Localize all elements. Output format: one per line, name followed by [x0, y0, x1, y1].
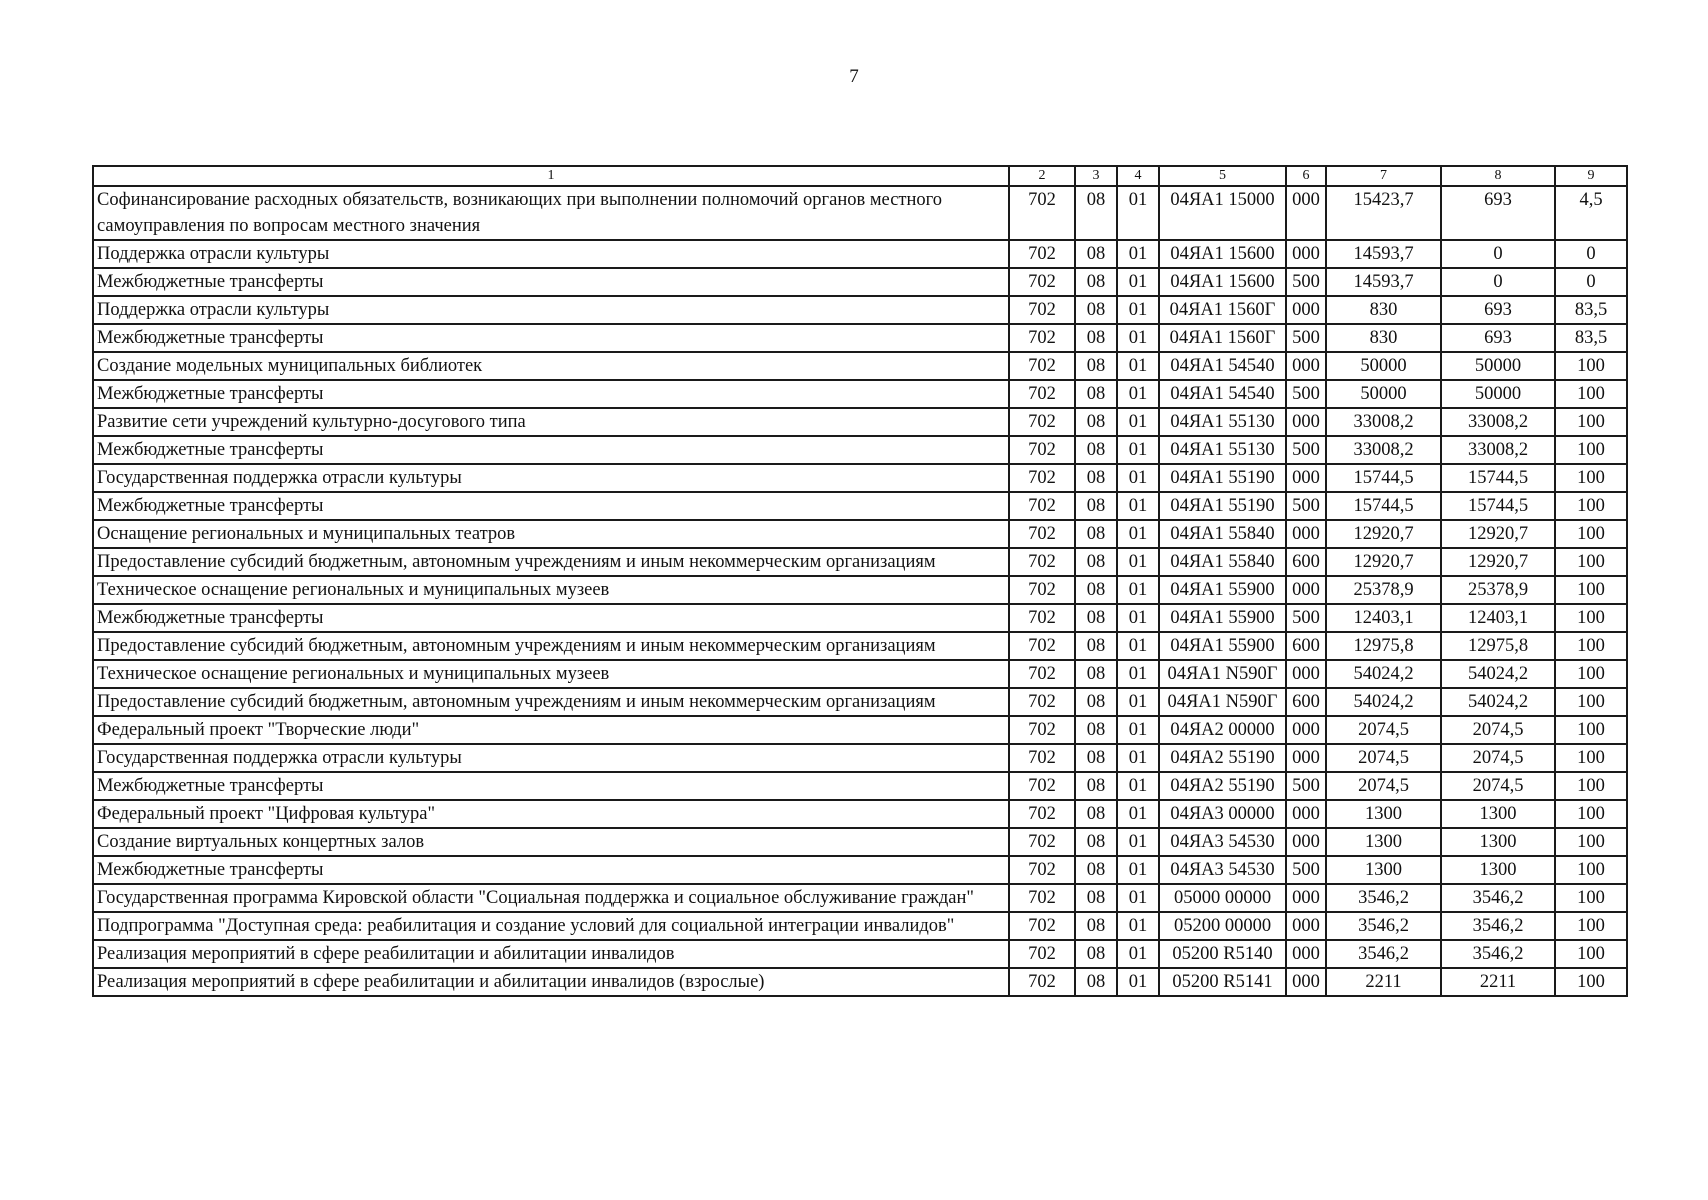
target-article-cell: 04ЯА1 15000	[1159, 186, 1286, 240]
executed-amount-cell: 2074,5	[1441, 772, 1555, 800]
percent-cell: 100	[1555, 436, 1627, 464]
subsection-cell: 01	[1117, 772, 1159, 800]
table-row	[93, 940, 1627, 968]
percent-cell: 100	[1555, 856, 1627, 884]
subsection-cell: 01	[1117, 380, 1159, 408]
target-article-cell: 04ЯА1 55840	[1159, 548, 1286, 576]
row-name-cell: Поддержка отрасли культуры	[93, 240, 1009, 268]
subsection-cell: 01	[1117, 408, 1159, 436]
subsection-cell: 01	[1117, 548, 1159, 576]
table-row	[93, 352, 1627, 380]
row-name-cell: Оснащение региональных и муниципальных театров	[93, 520, 1009, 548]
subsection-cell: 01	[1117, 436, 1159, 464]
planned-amount-cell: 14593,7	[1326, 268, 1441, 296]
executed-amount-cell: 3546,2	[1441, 884, 1555, 912]
section-cell: 08	[1075, 968, 1117, 996]
subsection-cell: 01	[1117, 940, 1159, 968]
executed-amount-cell: 12920,7	[1441, 548, 1555, 576]
expense-type-cell: 000	[1286, 912, 1326, 940]
expense-type-cell: 500	[1286, 380, 1326, 408]
table-row	[93, 240, 1627, 268]
section-cell: 08	[1075, 800, 1117, 828]
planned-amount-cell: 2211	[1326, 968, 1441, 996]
expense-type-cell: 000	[1286, 186, 1326, 240]
target-article-cell: 04ЯА2 00000	[1159, 716, 1286, 744]
executed-amount-cell: 50000	[1441, 352, 1555, 380]
executed-amount-cell: 3546,2	[1441, 940, 1555, 968]
subsection-cell: 01	[1117, 352, 1159, 380]
percent-cell: 100	[1555, 688, 1627, 716]
subsection-cell: 01	[1117, 240, 1159, 268]
code-cell: 702	[1009, 856, 1075, 884]
expense-type-cell: 000	[1286, 408, 1326, 436]
executed-amount-cell: 693	[1441, 186, 1555, 240]
code-cell: 702	[1009, 716, 1075, 744]
table-row	[93, 772, 1627, 800]
executed-amount-cell: 33008,2	[1441, 408, 1555, 436]
table-row	[93, 660, 1627, 688]
planned-amount-cell: 15423,7	[1326, 186, 1441, 240]
planned-amount-cell: 3546,2	[1326, 940, 1441, 968]
code-cell: 702	[1009, 268, 1075, 296]
planned-amount-cell: 50000	[1326, 352, 1441, 380]
section-cell: 08	[1075, 520, 1117, 548]
planned-amount-cell: 14593,7	[1326, 240, 1441, 268]
expense-type-cell: 000	[1286, 716, 1326, 744]
executed-amount-cell: 54024,2	[1441, 688, 1555, 716]
executed-amount-cell: 50000	[1441, 380, 1555, 408]
code-cell: 702	[1009, 352, 1075, 380]
planned-amount-cell: 830	[1326, 296, 1441, 324]
target-article-cell: 05200 00000	[1159, 912, 1286, 940]
percent-cell: 100	[1555, 548, 1627, 576]
subsection-cell: 01	[1117, 186, 1159, 240]
code-cell: 702	[1009, 464, 1075, 492]
table-row	[93, 380, 1627, 408]
code-cell: 702	[1009, 800, 1075, 828]
section-cell: 08	[1075, 688, 1117, 716]
executed-amount-cell: 25378,9	[1441, 576, 1555, 604]
target-article-cell: 04ЯА1 15600	[1159, 240, 1286, 268]
target-article-cell: 04ЯА1 15600	[1159, 268, 1286, 296]
section-cell: 08	[1075, 464, 1117, 492]
code-cell: 702	[1009, 660, 1075, 688]
header-cell: 1	[93, 166, 1009, 186]
expense-type-cell: 000	[1286, 296, 1326, 324]
percent-cell: 100	[1555, 800, 1627, 828]
target-article-cell: 04ЯА1 55130	[1159, 436, 1286, 464]
header-cell: 4	[1117, 166, 1159, 186]
table-row	[93, 436, 1627, 464]
code-cell: 702	[1009, 688, 1075, 716]
target-article-cell: 04ЯА3 54530	[1159, 828, 1286, 856]
section-cell: 08	[1075, 716, 1117, 744]
section-cell: 08	[1075, 268, 1117, 296]
table-row	[93, 492, 1627, 520]
planned-amount-cell: 15744,5	[1326, 492, 1441, 520]
section-cell: 08	[1075, 436, 1117, 464]
expense-type-cell: 000	[1286, 240, 1326, 268]
table-body	[93, 186, 1627, 996]
header-cell: 9	[1555, 166, 1627, 186]
percent-cell: 100	[1555, 940, 1627, 968]
code-cell: 702	[1009, 548, 1075, 576]
table-row	[93, 186, 1627, 240]
section-cell: 08	[1075, 492, 1117, 520]
table-row	[93, 548, 1627, 576]
table-row	[93, 576, 1627, 604]
target-article-cell: 04ЯА1 1560Г	[1159, 296, 1286, 324]
executed-amount-cell: 1300	[1441, 828, 1555, 856]
expense-type-cell: 000	[1286, 520, 1326, 548]
executed-amount-cell: 54024,2	[1441, 660, 1555, 688]
section-cell: 08	[1075, 912, 1117, 940]
planned-amount-cell: 25378,9	[1326, 576, 1441, 604]
code-cell: 702	[1009, 240, 1075, 268]
table-row	[93, 604, 1627, 632]
row-name-cell: Развитие сети учреждений культурно-досугового типа	[93, 408, 1009, 436]
target-article-cell: 04ЯА1 55190	[1159, 464, 1286, 492]
table-row	[93, 296, 1627, 324]
table-row	[93, 744, 1627, 772]
row-name-cell: Межбюджетные трансферты	[93, 772, 1009, 800]
planned-amount-cell: 54024,2	[1326, 660, 1441, 688]
subsection-cell: 01	[1117, 268, 1159, 296]
row-name-cell: Федеральный проект "Творческие люди"	[93, 716, 1009, 744]
header-cell: 3	[1075, 166, 1117, 186]
expense-type-cell: 000	[1286, 884, 1326, 912]
section-cell: 08	[1075, 940, 1117, 968]
header-row	[93, 166, 1627, 186]
section-cell: 08	[1075, 548, 1117, 576]
row-name-cell: Подпрограмма "Доступная среда: реабилитация и создание условий для социальной интеграции инвалидов"	[93, 912, 1009, 940]
subsection-cell: 01	[1117, 856, 1159, 884]
row-name-cell: Создание модельных муниципальных библиотек	[93, 352, 1009, 380]
target-article-cell: 04ЯА1 55900	[1159, 576, 1286, 604]
executed-amount-cell: 0	[1441, 240, 1555, 268]
target-article-cell: 04ЯА2 55190	[1159, 744, 1286, 772]
code-cell: 702	[1009, 492, 1075, 520]
target-article-cell: 04ЯА2 55190	[1159, 772, 1286, 800]
expense-type-cell: 600	[1286, 688, 1326, 716]
executed-amount-cell: 1300	[1441, 856, 1555, 884]
row-name-cell: Государственная поддержка отрасли культуры	[93, 744, 1009, 772]
code-cell: 702	[1009, 968, 1075, 996]
section-cell: 08	[1075, 296, 1117, 324]
percent-cell: 100	[1555, 828, 1627, 856]
percent-cell: 83,5	[1555, 296, 1627, 324]
percent-cell: 100	[1555, 968, 1627, 996]
expense-type-cell: 500	[1286, 268, 1326, 296]
target-article-cell: 04ЯА1 1560Г	[1159, 324, 1286, 352]
percent-cell: 100	[1555, 632, 1627, 660]
expense-type-cell: 500	[1286, 604, 1326, 632]
subsection-cell: 01	[1117, 968, 1159, 996]
percent-cell: 4,5	[1555, 186, 1627, 240]
target-article-cell: 05200 R5140	[1159, 940, 1286, 968]
executed-amount-cell: 12403,1	[1441, 604, 1555, 632]
header-cell: 5	[1159, 166, 1286, 186]
table-row	[93, 464, 1627, 492]
section-cell: 08	[1075, 576, 1117, 604]
planned-amount-cell: 2074,5	[1326, 716, 1441, 744]
subsection-cell: 01	[1117, 828, 1159, 856]
expense-type-cell: 000	[1286, 940, 1326, 968]
section-cell: 08	[1075, 828, 1117, 856]
planned-amount-cell: 3546,2	[1326, 912, 1441, 940]
subsection-cell: 01	[1117, 576, 1159, 604]
percent-cell: 100	[1555, 464, 1627, 492]
target-article-cell: 05000 00000	[1159, 884, 1286, 912]
table-row	[93, 408, 1627, 436]
page-number: 7	[849, 66, 859, 87]
target-article-cell: 04ЯА3 54530	[1159, 856, 1286, 884]
expense-type-cell: 000	[1286, 576, 1326, 604]
row-name-cell: Софинансирование расходных обязательств, возникающих при выполнении полномочий органов местного самоуправления по вопросам местного значения	[93, 186, 1009, 240]
target-article-cell: 04ЯА1 55130	[1159, 408, 1286, 436]
row-name-cell: Создание виртуальных концертных залов	[93, 828, 1009, 856]
planned-amount-cell: 1300	[1326, 856, 1441, 884]
percent-cell: 100	[1555, 716, 1627, 744]
expense-type-cell: 500	[1286, 492, 1326, 520]
target-article-cell: 04ЯА1 55900	[1159, 632, 1286, 660]
executed-amount-cell: 15744,5	[1441, 464, 1555, 492]
code-cell: 702	[1009, 912, 1075, 940]
expense-type-cell: 500	[1286, 772, 1326, 800]
row-name-cell: Межбюджетные трансферты	[93, 604, 1009, 632]
table-row	[93, 324, 1627, 352]
row-name-cell: Техническое оснащение региональных и муниципальных музеев	[93, 660, 1009, 688]
subsection-cell: 01	[1117, 660, 1159, 688]
executed-amount-cell: 33008,2	[1441, 436, 1555, 464]
executed-amount-cell: 12975,8	[1441, 632, 1555, 660]
subsection-cell: 01	[1117, 716, 1159, 744]
expense-type-cell: 600	[1286, 632, 1326, 660]
code-cell: 702	[1009, 884, 1075, 912]
percent-cell: 100	[1555, 884, 1627, 912]
section-cell: 08	[1075, 744, 1117, 772]
table-row	[93, 828, 1627, 856]
table-row	[93, 268, 1627, 296]
table-row	[93, 716, 1627, 744]
target-article-cell: 04ЯА1 55190	[1159, 492, 1286, 520]
percent-cell: 83,5	[1555, 324, 1627, 352]
code-cell: 702	[1009, 828, 1075, 856]
percent-cell: 100	[1555, 352, 1627, 380]
code-cell: 702	[1009, 186, 1075, 240]
row-name-cell: Реализация мероприятий в сфере реабилитации и абилитации инвалидов (взрослые)	[93, 968, 1009, 996]
subsection-cell: 01	[1117, 912, 1159, 940]
code-cell: 702	[1009, 408, 1075, 436]
expense-type-cell: 000	[1286, 968, 1326, 996]
expense-type-cell: 000	[1286, 660, 1326, 688]
expense-type-cell: 500	[1286, 436, 1326, 464]
percent-cell: 100	[1555, 408, 1627, 436]
section-cell: 08	[1075, 324, 1117, 352]
planned-amount-cell: 830	[1326, 324, 1441, 352]
section-cell: 08	[1075, 772, 1117, 800]
code-cell: 702	[1009, 520, 1075, 548]
section-cell: 08	[1075, 632, 1117, 660]
table-row	[93, 968, 1627, 996]
section-cell: 08	[1075, 604, 1117, 632]
expense-type-cell: 000	[1286, 828, 1326, 856]
header-cell: 2	[1009, 166, 1075, 186]
executed-amount-cell: 2074,5	[1441, 744, 1555, 772]
subsection-cell: 01	[1117, 296, 1159, 324]
subsection-cell: 01	[1117, 688, 1159, 716]
code-cell: 702	[1009, 632, 1075, 660]
percent-cell: 100	[1555, 604, 1627, 632]
executed-amount-cell: 2211	[1441, 968, 1555, 996]
expense-type-cell: 500	[1286, 324, 1326, 352]
percent-cell: 100	[1555, 660, 1627, 688]
executed-amount-cell: 1300	[1441, 800, 1555, 828]
planned-amount-cell: 2074,5	[1326, 744, 1441, 772]
row-name-cell: Межбюджетные трансферты	[93, 380, 1009, 408]
code-cell: 702	[1009, 324, 1075, 352]
planned-amount-cell: 12403,1	[1326, 604, 1441, 632]
budget-table	[92, 165, 1628, 997]
section-cell: 08	[1075, 408, 1117, 436]
row-name-cell: Техническое оснащение региональных и муниципальных музеев	[93, 576, 1009, 604]
row-name-cell: Государственная поддержка отрасли культуры	[93, 464, 1009, 492]
executed-amount-cell: 15744,5	[1441, 492, 1555, 520]
subsection-cell: 01	[1117, 884, 1159, 912]
target-article-cell: 04ЯА3 00000	[1159, 800, 1286, 828]
row-name-cell: Реализация мероприятий в сфере реабилитации и абилитации инвалидов	[93, 940, 1009, 968]
table-row	[93, 912, 1627, 940]
section-cell: 08	[1075, 380, 1117, 408]
executed-amount-cell: 2074,5	[1441, 716, 1555, 744]
subsection-cell: 01	[1117, 464, 1159, 492]
expense-type-cell: 600	[1286, 548, 1326, 576]
planned-amount-cell: 15744,5	[1326, 464, 1441, 492]
planned-amount-cell: 54024,2	[1326, 688, 1441, 716]
section-cell: 08	[1075, 856, 1117, 884]
code-cell: 702	[1009, 744, 1075, 772]
subsection-cell: 01	[1117, 604, 1159, 632]
executed-amount-cell: 0	[1441, 268, 1555, 296]
code-cell: 702	[1009, 940, 1075, 968]
header-cell: 6	[1286, 166, 1326, 186]
percent-cell: 0	[1555, 268, 1627, 296]
table-row	[93, 688, 1627, 716]
table-row	[93, 884, 1627, 912]
section-cell: 08	[1075, 240, 1117, 268]
planned-amount-cell: 33008,2	[1326, 436, 1441, 464]
target-article-cell: 04ЯА1 55900	[1159, 604, 1286, 632]
percent-cell: 100	[1555, 380, 1627, 408]
row-name-cell: Межбюджетные трансферты	[93, 492, 1009, 520]
table-row	[93, 856, 1627, 884]
planned-amount-cell: 2074,5	[1326, 772, 1441, 800]
code-cell: 702	[1009, 772, 1075, 800]
table-row	[93, 520, 1627, 548]
target-article-cell: 04ЯА1 54540	[1159, 352, 1286, 380]
row-name-cell: Межбюджетные трансферты	[93, 268, 1009, 296]
row-name-cell: Государственная программа Кировской области "Социальная поддержка и социальное обслуживание граждан"	[93, 884, 1009, 912]
row-name-cell: Межбюджетные трансферты	[93, 856, 1009, 884]
target-article-cell: 04ЯА1 55840	[1159, 520, 1286, 548]
executed-amount-cell: 693	[1441, 324, 1555, 352]
planned-amount-cell: 12975,8	[1326, 632, 1441, 660]
code-cell: 702	[1009, 576, 1075, 604]
expense-type-cell: 000	[1286, 744, 1326, 772]
planned-amount-cell: 12920,7	[1326, 548, 1441, 576]
percent-cell: 0	[1555, 240, 1627, 268]
code-cell: 702	[1009, 436, 1075, 464]
row-name-cell: Предоставление субсидий бюджетным, автономным учреждениям и иным некоммерческим организациям	[93, 632, 1009, 660]
row-name-cell: Межбюджетные трансферты	[93, 324, 1009, 352]
executed-amount-cell: 693	[1441, 296, 1555, 324]
row-name-cell: Межбюджетные трансферты	[93, 436, 1009, 464]
row-name-cell: Предоставление субсидий бюджетным, автономным учреждениям и иным некоммерческим организациям	[93, 688, 1009, 716]
percent-cell: 100	[1555, 520, 1627, 548]
planned-amount-cell: 33008,2	[1326, 408, 1441, 436]
percent-cell: 100	[1555, 912, 1627, 940]
percent-cell: 100	[1555, 576, 1627, 604]
row-name-cell: Предоставление субсидий бюджетным, автономным учреждениям и иным некоммерческим организациям	[93, 548, 1009, 576]
subsection-cell: 01	[1117, 632, 1159, 660]
target-article-cell: 04ЯА1 54540	[1159, 380, 1286, 408]
table-row	[93, 632, 1627, 660]
subsection-cell: 01	[1117, 520, 1159, 548]
planned-amount-cell: 50000	[1326, 380, 1441, 408]
expense-type-cell: 000	[1286, 464, 1326, 492]
target-article-cell: 04ЯА1 N590Г	[1159, 660, 1286, 688]
subsection-cell: 01	[1117, 800, 1159, 828]
header-cell: 8	[1441, 166, 1555, 186]
row-name-cell: Поддержка отрасли культуры	[93, 296, 1009, 324]
target-article-cell: 04ЯА1 N590Г	[1159, 688, 1286, 716]
target-article-cell: 05200 R5141	[1159, 968, 1286, 996]
planned-amount-cell: 12920,7	[1326, 520, 1441, 548]
percent-cell: 100	[1555, 744, 1627, 772]
section-cell: 08	[1075, 186, 1117, 240]
subsection-cell: 01	[1117, 744, 1159, 772]
section-cell: 08	[1075, 884, 1117, 912]
executed-amount-cell: 12920,7	[1441, 520, 1555, 548]
percent-cell: 100	[1555, 492, 1627, 520]
code-cell: 702	[1009, 296, 1075, 324]
executed-amount-cell: 3546,2	[1441, 912, 1555, 940]
code-cell: 702	[1009, 380, 1075, 408]
header-cell: 7	[1326, 166, 1441, 186]
row-name-cell: Федеральный проект "Цифровая культура"	[93, 800, 1009, 828]
subsection-cell: 01	[1117, 492, 1159, 520]
expense-type-cell: 000	[1286, 800, 1326, 828]
planned-amount-cell: 3546,2	[1326, 884, 1441, 912]
section-cell: 08	[1075, 660, 1117, 688]
subsection-cell: 01	[1117, 324, 1159, 352]
table-row	[93, 800, 1627, 828]
planned-amount-cell: 1300	[1326, 828, 1441, 856]
section-cell: 08	[1075, 352, 1117, 380]
percent-cell: 100	[1555, 772, 1627, 800]
expense-type-cell: 000	[1286, 352, 1326, 380]
expense-type-cell: 500	[1286, 856, 1326, 884]
planned-amount-cell: 1300	[1326, 800, 1441, 828]
code-cell: 702	[1009, 604, 1075, 632]
